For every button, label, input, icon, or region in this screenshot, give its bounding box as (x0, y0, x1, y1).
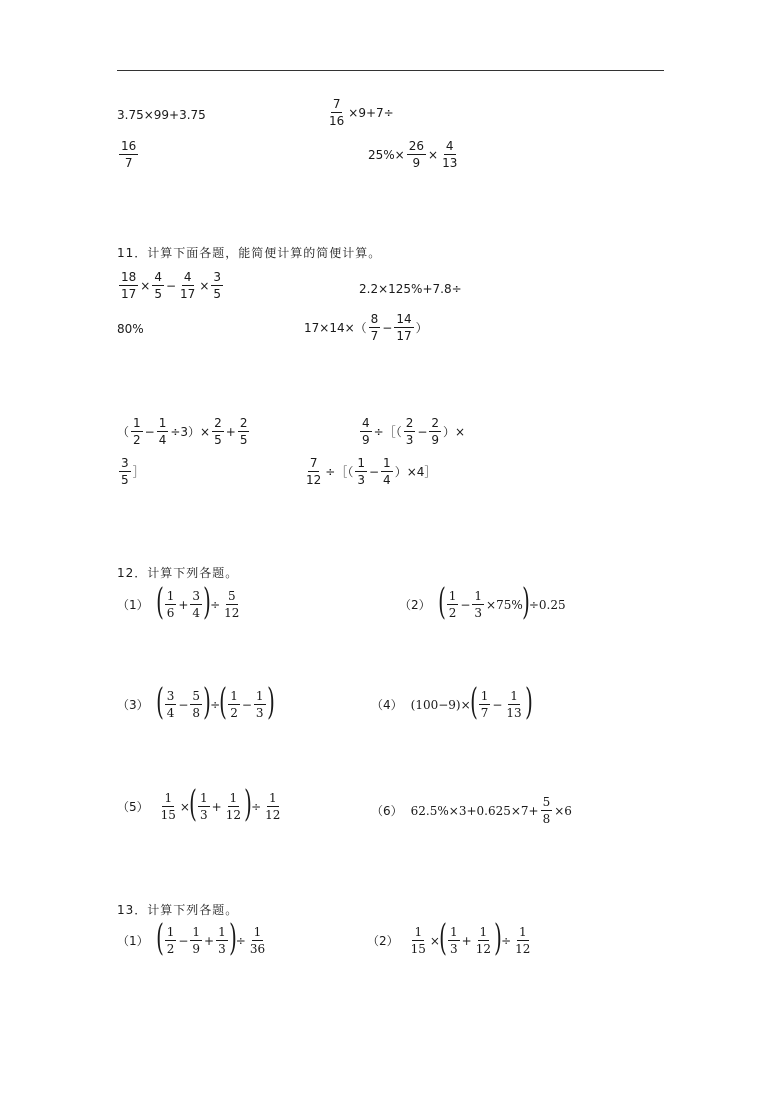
denominator: 9 (362, 433, 370, 447)
section-12-heading: 12．计算下列各题。 (117, 566, 239, 580)
problem-12-1 (117, 582, 243, 624)
numerator: 1 (230, 689, 238, 703)
expr-text: ÷［（ (325, 465, 354, 479)
big-parenthesis: ( (155, 918, 164, 960)
expr-text: ÷［（ (373, 425, 402, 439)
numerator: 2 (405, 416, 414, 430)
problem-10-b (325, 98, 394, 127)
fraction (448, 926, 460, 955)
expr-text: − (368, 464, 380, 479)
denominator: 2 (166, 942, 175, 956)
numerator: 2 (431, 416, 440, 430)
big-parenthesis: ( (469, 682, 478, 724)
denominator: 3 (474, 606, 483, 620)
fraction (224, 792, 243, 821)
fraction (198, 792, 210, 821)
big-parenthesis: ( (219, 682, 228, 724)
expr-text: + (178, 597, 189, 612)
problem-10-c (368, 140, 461, 169)
problem-12-2 (399, 582, 566, 624)
fraction (327, 98, 346, 127)
numerator: 1 (229, 791, 238, 805)
numerator: 2 (214, 416, 222, 430)
denominator: 15 (160, 808, 176, 822)
denominator: 4 (158, 433, 167, 447)
big-parenthesis: ( (155, 682, 164, 724)
expr-text: (100−9)× (410, 697, 471, 712)
expr-text: + (461, 933, 472, 948)
numerator: 1 (218, 925, 226, 939)
numerator: 1 (448, 589, 457, 603)
expr-text: ÷0.25 (528, 597, 566, 612)
fraction (190, 590, 202, 619)
fraction (190, 690, 202, 719)
fraction (178, 271, 197, 300)
fraction (152, 271, 164, 300)
problem-label: （2） (367, 934, 399, 948)
numerator: 1 (253, 925, 262, 939)
big-parenthesis: ) (521, 582, 530, 624)
denominator: 17 (396, 329, 412, 343)
numerator: 1 (133, 416, 141, 430)
numerator: 1 (479, 925, 488, 939)
expr-text: − (382, 320, 393, 335)
denominator: 9 (192, 942, 201, 956)
expr-text: ÷ (251, 799, 262, 814)
problem-label: （1） (117, 934, 149, 948)
fraction (409, 926, 428, 955)
big-parenthesis: ) (244, 784, 252, 826)
big-parenthesis: ( (437, 582, 446, 624)
numerator: 1 (480, 689, 489, 703)
expr-text: − (241, 697, 252, 712)
fraction (131, 417, 143, 446)
denominator: 12 (306, 473, 322, 487)
expr-text: − (492, 697, 503, 712)
denominator: 13 (442, 156, 458, 170)
fraction (216, 926, 228, 955)
fraction (119, 271, 138, 300)
problem-13-2 (367, 918, 534, 960)
numerator: 1 (164, 791, 173, 805)
fraction (440, 140, 459, 169)
expr-text: ÷ (210, 697, 221, 712)
numerator: 26 (408, 139, 425, 153)
header-rule (117, 70, 664, 71)
expr-text: 2.2×125%+7.8÷ (359, 282, 462, 296)
problem-12-6 (371, 796, 572, 825)
expr-text: × (429, 933, 440, 948)
problem-11-b-cont (117, 322, 144, 336)
fraction (429, 417, 441, 446)
denominator: 7 (370, 329, 379, 343)
denominator: 17 (180, 287, 196, 301)
numerator: 1 (357, 456, 365, 470)
denominator: 4 (383, 473, 391, 487)
denominator: 12 (475, 942, 492, 956)
denominator: 3 (255, 706, 264, 720)
denominator: 7 (124, 156, 133, 170)
fraction (447, 590, 459, 619)
fraction (474, 926, 493, 955)
fraction (504, 690, 523, 719)
denominator: 2 (133, 433, 141, 447)
big-parenthesis: ) (266, 682, 275, 724)
problem-13-1 (117, 918, 269, 960)
numerator: 7 (332, 97, 341, 111)
fraction (404, 417, 416, 446)
numerator: 1 (268, 791, 277, 805)
problem-label: （3） (117, 698, 149, 712)
fraction (263, 792, 282, 821)
big-parenthesis: ) (203, 682, 211, 724)
fraction (394, 313, 413, 342)
problem-label: （5） (117, 800, 149, 814)
expr-text: ×6 (554, 803, 572, 818)
fraction (248, 926, 267, 955)
numerator: 3 (192, 589, 201, 603)
expr-text: − (144, 424, 155, 439)
fraction (222, 590, 241, 619)
expr-text: ）× (443, 425, 466, 439)
denominator: 3 (450, 942, 458, 956)
problem-label: （2） (399, 598, 431, 612)
expr-text: − (178, 697, 189, 712)
denominator: 9 (412, 156, 421, 170)
numerator: 7 (309, 456, 318, 470)
denominator: 6 (166, 606, 175, 620)
problem-11-b (359, 282, 462, 296)
denominator: 36 (249, 942, 266, 956)
denominator: 3 (357, 473, 365, 487)
big-parenthesis: ) (524, 682, 533, 724)
numerator: 1 (450, 925, 458, 939)
expr-text: 62.5%×3+0.625×7+ (410, 803, 539, 818)
numerator: 1 (166, 925, 175, 939)
fraction (165, 690, 177, 719)
denominator: 5 (239, 433, 248, 447)
expr-text: ÷3）× (170, 425, 211, 439)
expr-text: − (178, 933, 189, 948)
denominator: 12 (265, 808, 281, 822)
denominator: 3 (405, 433, 414, 447)
denominator: 3 (218, 942, 226, 956)
numerator: 3 (121, 456, 129, 470)
expr-text: − (460, 597, 471, 612)
fraction (304, 457, 323, 486)
big-parenthesis: ( (189, 784, 197, 826)
denominator: 5 (154, 287, 162, 301)
fraction (238, 417, 250, 446)
numerator: 4 (362, 416, 370, 430)
expr-text: ÷ (501, 933, 512, 948)
expr-text: × (179, 799, 190, 814)
fraction (119, 140, 138, 169)
problem-10-a (117, 108, 206, 122)
numerator: 1 (166, 589, 175, 603)
numerator: 1 (414, 925, 423, 939)
fraction (479, 690, 491, 719)
expr-text: ÷ (235, 933, 246, 948)
section-13-heading: 13．计算下列各题。 (117, 903, 239, 917)
numerator: 1 (510, 689, 518, 703)
fraction (254, 690, 266, 719)
expr-text: 25%× (368, 147, 405, 162)
numerator: 3 (166, 689, 175, 703)
fraction (369, 313, 381, 342)
expr-text: ） (415, 321, 428, 335)
numerator: 1 (200, 791, 208, 805)
fraction (407, 140, 426, 169)
denominator: 15 (410, 942, 426, 956)
problem-12-4 (371, 682, 533, 724)
expr-text: ÷ (210, 597, 221, 612)
denominator: 4 (166, 706, 175, 720)
denominator: 5 (213, 287, 222, 301)
denominator: 3 (200, 808, 208, 822)
problem-label: （6） (371, 804, 403, 818)
numerator: 4 (154, 270, 162, 284)
fraction (360, 417, 372, 446)
fraction (211, 271, 223, 300)
expr-text: × (428, 147, 439, 162)
denominator: 17 (121, 287, 137, 301)
numerator: 8 (370, 312, 379, 326)
expr-text: ×75% (486, 597, 523, 612)
big-parenthesis: ( (439, 918, 447, 960)
expr-text: （ (117, 425, 130, 439)
problem-11-c (304, 313, 428, 342)
numerator: 5 (542, 795, 551, 809)
big-parenthesis: ) (494, 918, 502, 960)
expr-text: ）×4］ (394, 465, 437, 479)
problem-11-a (117, 271, 225, 300)
expr-text: − (165, 278, 177, 293)
numerator: 5 (192, 689, 201, 703)
denominator: 2 (230, 706, 238, 720)
denominator: 5 (214, 433, 222, 447)
expr-text: ］ (132, 465, 145, 479)
denominator: 5 (121, 473, 129, 487)
fraction (190, 926, 202, 955)
expr-text: 3.75×99+3.75 (117, 108, 206, 122)
problem-11-f (302, 457, 436, 486)
denominator: 8 (542, 812, 551, 826)
denominator: 16 (329, 114, 345, 128)
problem-11-e (358, 417, 465, 446)
expr-text: × (199, 278, 210, 293)
expr-text: 17×14×（ (304, 321, 367, 335)
problem-12-3 (117, 682, 275, 724)
fraction (541, 796, 553, 825)
problem-11-d (117, 417, 251, 446)
numerator: 16 (121, 139, 137, 153)
fraction (355, 457, 367, 486)
expr-text: × (140, 278, 151, 293)
numerator: 1 (474, 589, 483, 603)
expr-text: 80% (117, 322, 144, 336)
denominator: 13 (506, 706, 522, 720)
denominator: 12 (224, 606, 240, 620)
fraction (159, 792, 178, 821)
numerator: 1 (158, 416, 167, 430)
problem-12-5 (117, 784, 284, 826)
fraction (228, 690, 240, 719)
problem-11-e-cont (117, 457, 145, 486)
numerator: 4 (183, 270, 192, 284)
numerator: 1 (383, 456, 391, 470)
big-parenthesis: ) (203, 582, 211, 624)
expr-text: − (417, 424, 428, 439)
expr-text: + (225, 424, 236, 439)
numerator: 5 (227, 589, 236, 603)
fraction (472, 590, 484, 619)
numerator: 1 (255, 689, 264, 703)
section-11-heading: 11．计算下面各题，能简便计算的简便计算。 (117, 246, 382, 260)
problem-10-b-cont (117, 140, 140, 169)
problem-label: （1） (117, 598, 149, 612)
numerator: 2 (239, 416, 248, 430)
problem-label: （4） (371, 698, 403, 712)
fraction (212, 417, 224, 446)
big-parenthesis: ) (228, 918, 237, 960)
numerator: 1 (518, 925, 527, 939)
fraction (165, 590, 177, 619)
fraction (381, 457, 393, 486)
expr-text: + (211, 799, 222, 814)
denominator: 7 (480, 706, 489, 720)
denominator: 4 (192, 606, 201, 620)
big-parenthesis: ( (155, 582, 164, 624)
expr-text: ×9+7÷ (348, 105, 394, 120)
denominator: 9 (431, 433, 440, 447)
denominator: 2 (448, 606, 457, 620)
numerator: 3 (213, 270, 222, 284)
numerator: 18 (121, 270, 137, 284)
fraction (119, 457, 131, 486)
fraction (513, 926, 532, 955)
numerator: 4 (445, 139, 454, 153)
denominator: 12 (515, 942, 531, 956)
numerator: 1 (192, 925, 201, 939)
fraction (165, 926, 177, 955)
denominator: 12 (225, 808, 242, 822)
numerator: 14 (396, 312, 412, 326)
fraction (157, 417, 169, 446)
expr-text: + (204, 933, 215, 948)
denominator: 8 (192, 706, 201, 720)
